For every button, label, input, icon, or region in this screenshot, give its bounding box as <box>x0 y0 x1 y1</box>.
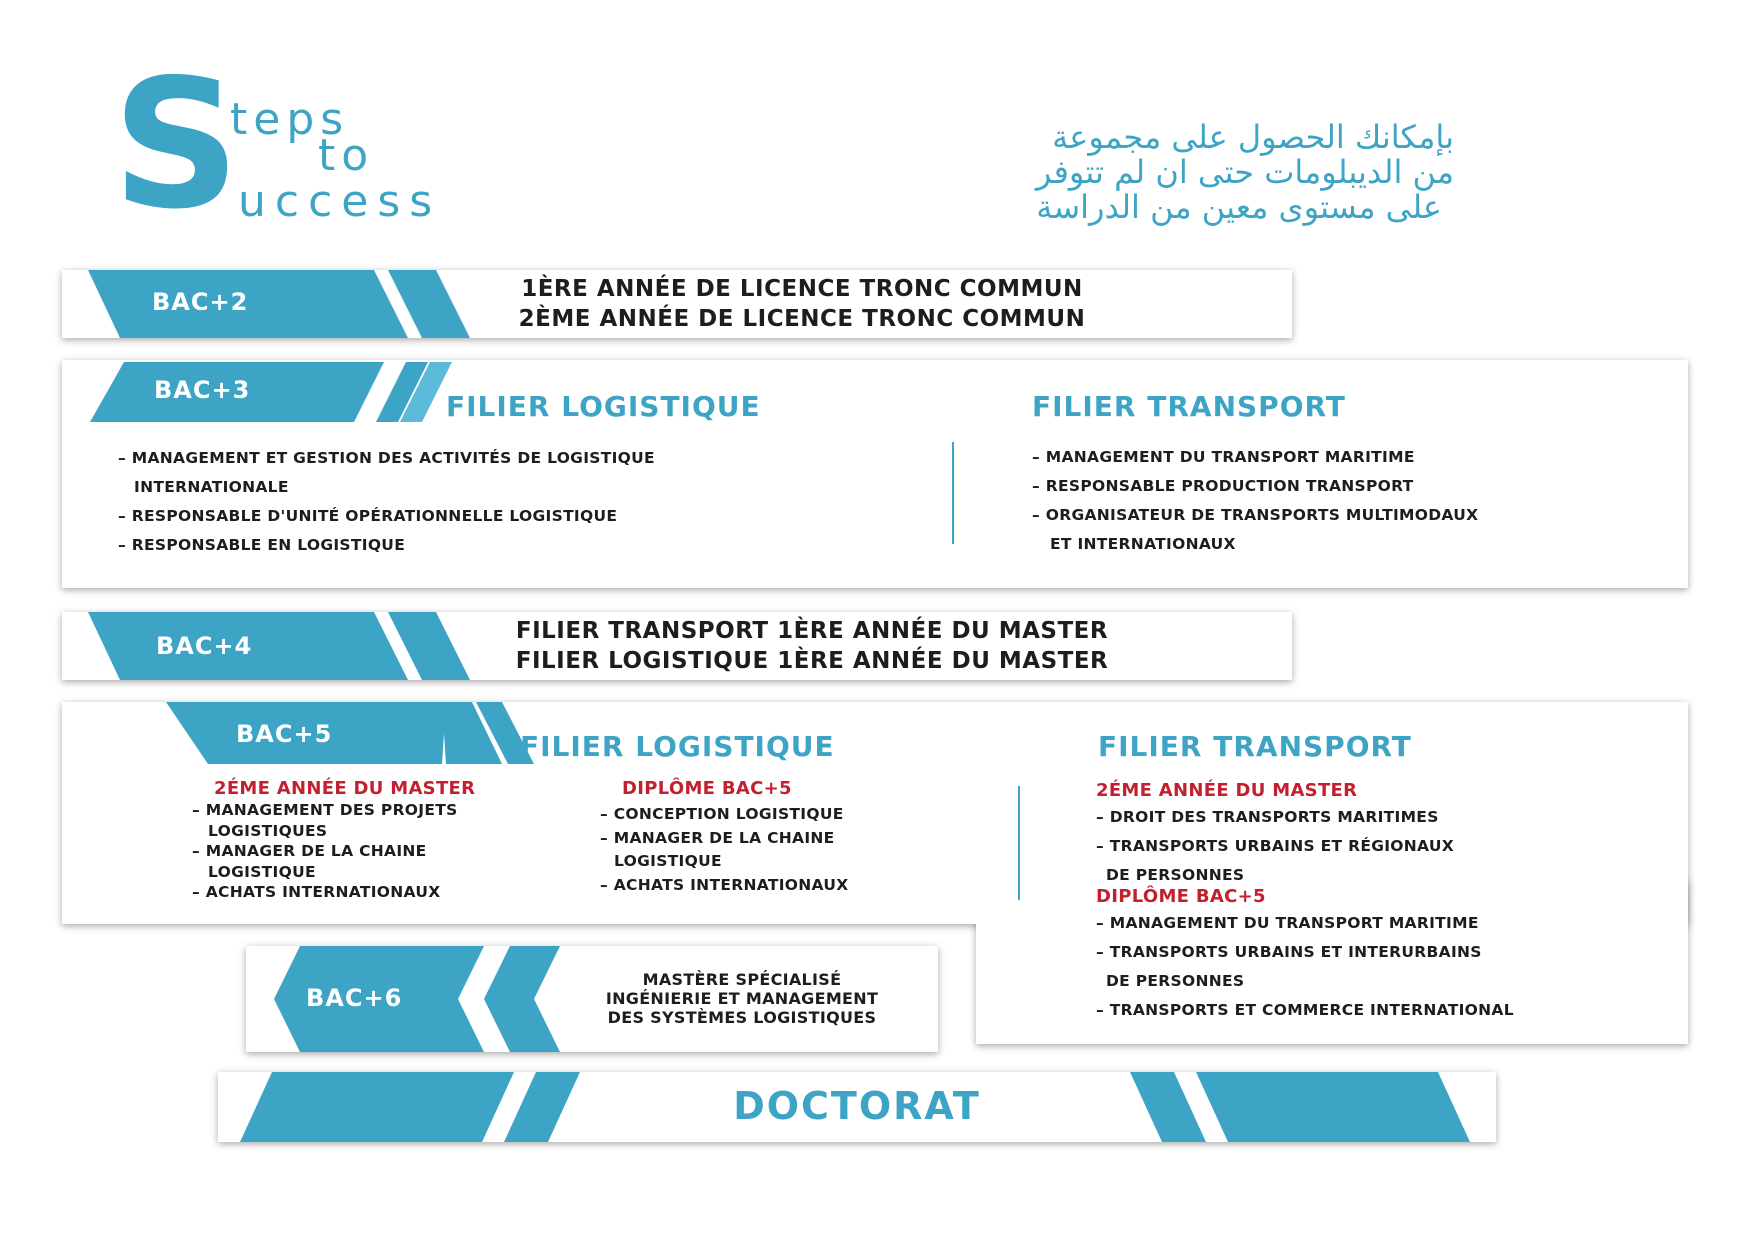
bac5-logistique-diplome-heading: DIPLÔME BAC+5 <box>622 778 792 799</box>
bac4-badge-shape <box>62 612 482 680</box>
doctorat-label: DOCTORAT <box>733 1084 981 1128</box>
bac4-card <box>62 612 1292 680</box>
bac4-line-2: FILIER LOGISTIQUE 1ÈRE ANNÉE DU MASTER <box>515 648 1109 674</box>
bac5-divider <box>1018 786 1020 900</box>
bac5-logistique-title: FILIER LOGISTIQUE <box>520 730 835 763</box>
bac6-line-3: DES SYSTÈMES LOGISTIQUES <box>607 1008 877 1027</box>
bac3-badge-label: BAC+3 <box>154 376 251 404</box>
list-item: – TRANSPORTS URBAINS ET INTERURBAINS <box>1096 943 1482 961</box>
logo <box>112 41 572 248</box>
bac5-transport-master-heading: 2ÉME ANNÉE DU MASTER <box>1096 780 1358 801</box>
bac2-card <box>62 270 1292 338</box>
list-item: ET INTERNATIONAUX <box>1050 535 1236 553</box>
list-item: – MANAGER DE LA CHAINE <box>192 842 427 860</box>
logo-word-to: to <box>318 130 375 181</box>
bac3-badge-shape <box>62 362 462 426</box>
bac4-line-1: FILIER TRANSPORT 1ÈRE ANNÉE DU MASTER <box>515 618 1109 644</box>
list-item: LOGISTIQUE <box>614 852 722 870</box>
bac4-text <box>482 616 1142 676</box>
bac5-badge-label: BAC+5 <box>236 720 333 748</box>
bac6-line-2: INGÉNIERIE ET MANAGEMENT <box>605 989 879 1008</box>
bac5-transport-block <box>1096 780 1514 1025</box>
logo-word-success: uccess <box>238 176 442 227</box>
bac3-logistique-title: FILIER LOGISTIQUE <box>446 390 761 423</box>
list-item: – MANAGER DE LA CHAINE <box>600 828 835 847</box>
bac6-badge-label: BAC+6 <box>306 984 403 1012</box>
list-item: – RESPONSABLE PRODUCTION TRANSPORT <box>1032 477 1414 495</box>
bac5-transport-diplome-heading: DIPLÔME BAC+5 <box>1096 886 1266 907</box>
list-item: – ORGANISATEUR DE TRANSPORTS MULTIMODAUX <box>1032 506 1479 524</box>
list-item: INTERNATIONALE <box>134 478 289 496</box>
list-item: LOGISTIQUE <box>208 862 316 881</box>
list-item: – DROIT DES TRANSPORTS MARITIMES <box>1096 808 1439 826</box>
list-item: – MANAGEMENT DU TRANSPORT MARITIME <box>1032 448 1415 466</box>
arabic-text <box>734 120 1454 225</box>
bac5-transport-title: FILIER TRANSPORT <box>1098 730 1412 763</box>
arabic-line-1: بإمكانك الحصول على مجموعة <box>1052 118 1454 156</box>
list-item: LOGISTIQUES <box>208 821 328 840</box>
doctorat-card <box>218 1072 1496 1142</box>
bac2-text <box>492 274 1112 334</box>
list-item: – RESPONSABLE EN LOGISTIQUE <box>118 536 406 554</box>
bac3-divider <box>952 442 954 544</box>
list-item: – CONCEPTION LOGISTIQUE <box>600 805 844 823</box>
bac3-transport-title: FILIER TRANSPORT <box>1032 390 1346 423</box>
list-item: DE PERSONNES <box>1106 866 1245 884</box>
list-item: – MANAGEMENT DES PROJETS <box>192 801 458 819</box>
list-item: – MANAGEMENT ET GESTION DES ACTIVITÉS DE LOGISTIQUE <box>118 449 655 467</box>
bac3-card <box>62 360 1688 588</box>
bac5-logistique-master-heading: 2ÉME ANNÉE DU MASTER <box>214 778 476 799</box>
list-item: – ACHATS INTERNATIONAUX <box>192 883 441 901</box>
list-item: – ACHATS INTERNATIONAUX <box>600 875 849 894</box>
bac5-logistique-diplome <box>600 778 848 897</box>
bac5-logistique-master <box>192 778 475 903</box>
bac6-badge-shape <box>246 946 566 1052</box>
bac3-transport-list <box>1032 443 1478 559</box>
logo-letter-s: S <box>112 41 241 248</box>
bac6-text <box>556 970 928 1027</box>
bac3-logistique-list <box>118 444 655 560</box>
arabic-line-2: من الديبلومات حتى ان لم تتوفر <box>1035 153 1454 191</box>
bac2-badge-shape <box>62 270 442 338</box>
bac6-line-1: MASTÈRE SPÉCIALISÉ <box>642 970 842 989</box>
list-item: – MANAGEMENT DU TRANSPORT MARITIME <box>1096 914 1479 932</box>
bac2-line-1: 1ÈRE ANNÉE DE LICENCE TRONC COMMUN <box>521 276 1083 302</box>
logo-word-steps: teps <box>230 94 350 145</box>
bac4-badge-label: BAC+4 <box>156 632 253 660</box>
bac2-badge-label: BAC+2 <box>152 288 249 316</box>
list-item: – RESPONSABLE D'UNITÉ OPÉRATIONNELLE LOGISTIQUE <box>118 507 618 525</box>
list-item: – TRANSPORTS URBAINS ET RÉGIONAUX <box>1096 837 1454 855</box>
list-item: – TRANSPORTS ET COMMERCE INTERNATIONAL <box>1096 1001 1514 1019</box>
bac6-card <box>246 946 938 1052</box>
arabic-line-3: على مستوى معين من الدراسة <box>1036 188 1442 226</box>
list-item: DE PERSONNES <box>1106 972 1245 990</box>
bac2-line-2: 2ÈME ANNÉE DE LICENCE TRONC COMMUN <box>518 306 1086 332</box>
